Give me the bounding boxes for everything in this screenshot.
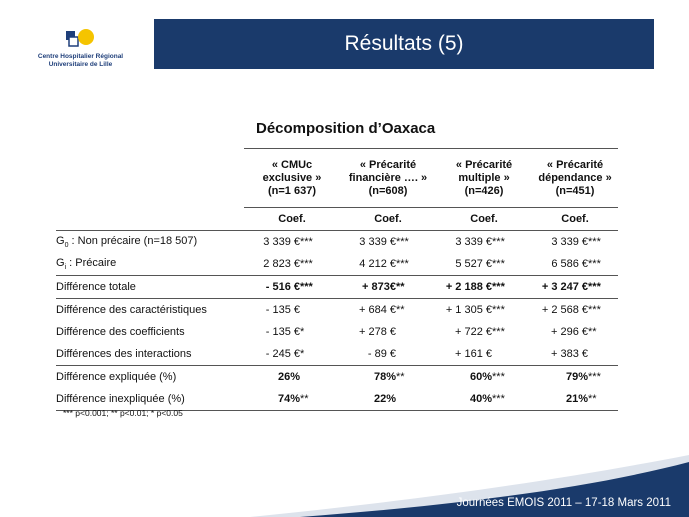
footer-event: Journées EMOIS 2011 – 17-18 Mars 2011 [456,497,671,509]
significance-cell: * [300,343,340,366]
label-main: G [56,256,65,269]
group-line: (n=426) [464,184,504,197]
value-cell: + 722 € [455,326,493,338]
value-cell: 79% [566,371,589,383]
slide-title: Résultats (5) [344,32,464,55]
value-cell: 5 527 € [455,258,493,270]
value-cell: 26% [277,371,300,383]
group-line: « Précarité [455,158,513,171]
group-line: « Précarité [546,158,604,171]
significance-cell: *** [300,231,340,254]
significance-cell: ** [588,326,597,338]
coef-header: Coef. [244,208,340,231]
coef-header: Coef. [436,208,532,231]
value-cell: + 383 € [532,343,588,366]
value-cell: + 1 305 € [445,304,493,316]
significance-cell: *** [492,326,505,338]
significance-cell: ** [396,276,436,299]
label-main: G [56,234,65,247]
significance-cell: *** [396,258,409,270]
row-label: Différences des interactions [56,343,244,366]
significance-cell: *** [492,388,532,411]
group-line: (n=1 637) [268,184,316,197]
significance-cell: *** [588,371,601,383]
label-subscript: 0 [64,242,69,250]
significance-cell: *** [588,231,618,254]
value-cell: + 2 568 € [541,304,589,316]
value-cell: 6 586 € [551,258,589,270]
value-cell: 40% [436,388,492,411]
group-line: dépendance » [538,171,612,184]
value-cell: + 684 € [358,304,396,316]
value-cell: 21% [532,388,588,411]
value-cell: 3 339 € [436,231,492,254]
group-line: exclusive » [262,171,322,184]
label-rest: : Précaire [66,256,117,269]
significance-cell: ** [300,388,340,411]
value-cell: 60% [469,371,493,383]
significance-cell: *** [588,304,601,316]
row-label: Différence des coefficients [56,326,185,338]
significance-cell: ** [396,304,405,316]
significance-cell: *** [396,231,436,254]
value-cell: + 296 € [551,326,589,338]
row-label: Différence expliquée (%) [56,371,177,383]
significance-cell: *** [492,258,505,270]
coef-header: Coef. [340,208,436,231]
value-cell: - 245 € [244,343,300,366]
value-cell: + 278 € [358,326,396,338]
significance-cell: *** [492,276,532,299]
significance-cell: * [300,326,305,338]
significance-cell: *** [588,258,601,270]
value-cell: - 516 € [244,276,300,299]
significance-cell: *** [492,304,505,316]
value-cell: 78% [373,371,396,383]
value-cell: + 2 188 € [436,276,492,299]
group-line: multiple » [458,171,510,184]
value-cell: 3 339 € [244,231,300,254]
coef-header: Coef. [532,208,618,231]
value-cell: + 3 247 € [532,276,588,299]
group-line: (n=608) [368,184,408,197]
value-cell: 2 823 € [263,258,300,270]
value-cell: - 135 € [265,304,300,316]
significance-cell: ** [588,388,618,411]
group-line: « Précarité [359,158,417,171]
value-cell: 3 339 € [340,231,396,254]
value-cell: + 161 € [436,343,492,366]
value-cell: 74% [244,388,300,411]
significance-cell: *** [300,276,340,299]
group-line: financière …. » [348,171,428,184]
row-label: Différence inexpliquée (%) [56,388,244,411]
significance-footnote: *** p<0.001; ** p<0.01; * p<0.05 [63,408,183,418]
significance-cell: *** [300,258,313,270]
value-cell: - 135 € [265,326,300,338]
value-cell: + 873€ [340,276,396,299]
value-cell: 4 212 € [359,258,396,270]
significance-cell: ** [396,371,405,383]
row-label: Différence totale [56,276,244,299]
value-cell: 3 339 € [532,231,588,254]
significance-cell: *** [588,276,618,299]
group-line: (n=451) [555,184,595,197]
logo-line-2: Universitaire de Lille [48,60,113,68]
label-subscript: i [64,264,67,272]
significance-cell: *** [492,371,505,383]
significance-cell: *** [492,231,532,254]
value-cell: - 89 € [340,343,396,366]
group-line: « CMUc [271,158,313,171]
logo-line-1: Centre Hospitalier Régional [37,53,124,60]
table-title: Décomposition d’Oaxaca [256,120,436,137]
value-cell: 22% [340,388,396,411]
label-rest: : Non précaire (n=18 507) [68,234,198,247]
row-label: Différence des caractéristiques [56,304,207,316]
